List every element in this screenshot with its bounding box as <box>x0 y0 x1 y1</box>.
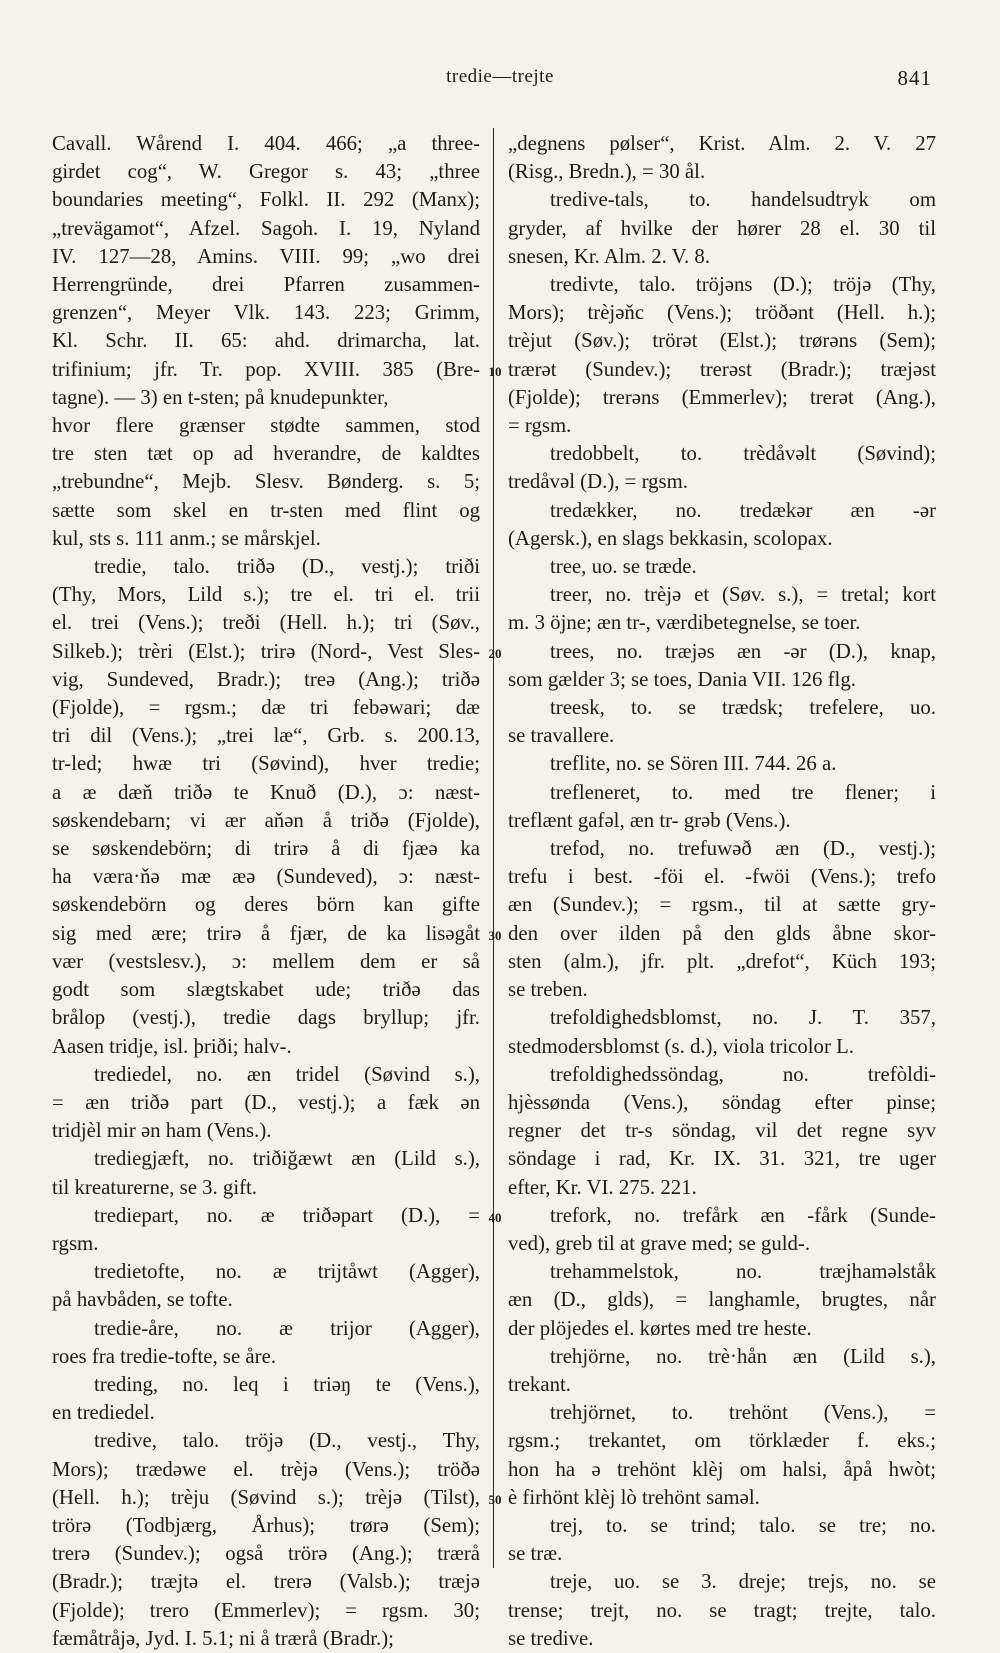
text-line: tredive-tals, to. handelsudtryk om <box>550 188 936 212</box>
margin-line-number: 30 <box>488 928 502 943</box>
text-line: se søskendebörn; di trirə å di fjæə ka <box>52 837 480 861</box>
text-line: Aasen tridje, isl. þriði; halv-. <box>52 1034 292 1058</box>
text-line: trense; trejt, no. se tragt; trejte, talo. <box>508 1598 936 1622</box>
text-line: = rgsm. <box>508 414 572 438</box>
text-line: vær (vestslesv.), ɔ: mellem dem er så <box>52 949 480 973</box>
text-line: på havbåden, se tofte. <box>52 1288 233 1312</box>
text-line: (Agersk.), en slags bekkasin, scolopax. <box>508 526 833 550</box>
text-line: stedmodersblomst (s. d.), viola tricolor L. <box>508 1034 854 1058</box>
text-line: è firhönt klèj lò trehönt saməl. <box>508 1485 760 1509</box>
text-line: IV. 127—28, Amins. VIII. 99; „wo drei <box>52 244 480 268</box>
text-line: (Hell. h.); trèju (Søvind s.); trèjə (Tilst), <box>52 1485 480 1509</box>
text-line: trèjut (Søv.); trörət (Elst.); trørəns (Sem); <box>508 329 936 353</box>
text-line: rgsm. <box>52 1231 99 1255</box>
text-line: tredåvəl (D.), = rgsm. <box>508 470 688 494</box>
text-line: tredobbelt, to. trèdåvəlt (Søvind); <box>550 442 936 466</box>
margin-line-number: 40 <box>488 1210 502 1225</box>
page-number: 841 <box>897 66 932 90</box>
text-line: trediepart, no. æ triðəpart (D.), = <box>94 1203 480 1227</box>
text-line: den over ilden på den glds åbne skor- <box>508 921 936 945</box>
text-line: (Bradr.); træjtə el. trerə (Valsb.); træjə <box>52 1570 480 1594</box>
text-line: søskendebörn og deres börn kan gifte <box>52 893 480 917</box>
text-line: gryder, af hvilke der hører 28 el. 30 til <box>508 216 936 240</box>
text-line: el. trei (Vens.); treði (Hell. h.); tri (Søv., <box>52 611 480 635</box>
text-line: (Fjolde), = rgsm.; dæ tri febəwari; dæ <box>52 696 480 720</box>
text-line: (Thy, Mors, Lild s.); tre el. tri el. trii <box>52 583 480 607</box>
text-line: Mors); trèjəňc (Vens.); tröðənt (Hell. h.); <box>508 301 936 325</box>
text-line: girdet cog“, W. Gregor s. 43; „three <box>52 160 480 184</box>
text-line: tree, uo. se træde. <box>550 555 697 579</box>
text-line: brålop (vestj.), tredie dags bryllup; jfr. <box>52 1006 480 1030</box>
text-line: a æ dæň triðə te Knuð (D.), ɔ: næst- <box>52 780 480 804</box>
text-line: trefoldighedsblomst, no. J. T. 357, <box>550 1006 936 1030</box>
text-line: trifinium; jfr. Tr. pop. XVIII. 385 (Bre- <box>52 357 480 381</box>
text-line: trörə (Todbjærg, Århus); trørə (Sem); <box>52 1513 480 1537</box>
text-line: treding, no. leq i triəŋ te (Vens.), <box>94 1372 480 1396</box>
text-line: søskendebarn; vi ær aňən å triðə (Fjolde), <box>52 808 480 832</box>
text-line: en trediedel. <box>52 1401 155 1425</box>
text-line: trej, to. se trind; talo. se tre; no. <box>550 1513 936 1537</box>
text-line: kul, sts s. 111 anm.; se mårskjel. <box>52 526 321 550</box>
text-line: trefleneret, to. med tre flener; i <box>550 780 936 804</box>
margin-line-number: 10 <box>488 364 502 379</box>
text-line: (Fjolde); trero (Emmerlev); = rgsm. 30; <box>52 1598 480 1622</box>
text-line: „degnens pølser“, Krist. Alm. 2. V. 27 <box>508 132 936 155</box>
text-line: sten (alm.), jfr. plt. „drefot“, Küch 193; <box>508 949 936 973</box>
text-line: = æn triðə part (D., vestj.); a fæk ən <box>52 1090 480 1114</box>
text-line: tredie-åre, no. æ trijor (Agger), <box>94 1316 480 1340</box>
text-line: tagne). — 3) en t-sten; på knudepunkter, <box>52 385 389 409</box>
text-line: Cavall. Wårend I. 404. 466; „a three- <box>52 132 480 155</box>
text-line: tr-led; hwæ tri (Søvind), hver tredie; <box>52 752 480 776</box>
running-head: tredie—trejte <box>446 66 554 87</box>
text-line: treje, uo. se 3. dreje; trejs, no. se <box>550 1570 936 1594</box>
right-column <box>508 130 936 1653</box>
text-line: hvor flere grænser stødte sammen, stod <box>52 414 480 438</box>
text-line: „trevägamot“, Afzel. Sagoh. I. 19, Nyland <box>52 216 480 240</box>
text-line: se tredive. <box>508 1626 594 1650</box>
text-line: trehjörnet, to. trehönt (Vens.), = <box>550 1401 936 1425</box>
text-line: treer, no. trèjə et (Søv. s.), = tretal; kort <box>550 583 936 607</box>
text-line: m. 3 öjne; æn tr-, værdibetegnelse, se toer. <box>508 611 861 635</box>
text-line: godt som slægtskabet ude; triðə das <box>52 978 480 1002</box>
text-line: til kreaturerne, se 3. gift. <box>52 1175 258 1199</box>
text-line: tredivte, talo. tröjəns (D.); tröjə (Thy, <box>550 273 936 297</box>
text-line: (Fjolde); trerəns (Emmerlev); trerət (Ang.), <box>508 385 936 409</box>
text-line: Mors); trædəwe el. trèjə (Vens.); tröðə <box>52 1457 480 1481</box>
text-line: hjèssønda (Vens.), söndag efter pinse; <box>508 1090 936 1114</box>
text-line: tridjèl mir ən ham (Vens.). <box>52 1119 272 1143</box>
text-line: tri dil (Vens.); „trei læ“, Grb. s. 200.13, <box>52 724 480 748</box>
text-line: „trebundne“, Mejb. Slesv. Bønderg. s. 5; <box>52 470 480 494</box>
text-line: som gælder 3; se toes, Dania VII. 126 flg. <box>508 667 856 691</box>
text-line: Kl. Schr. II. 65: ahd. drimarcha, lat. <box>52 329 480 353</box>
text-line: ved), greb til at grave med; se guld-. <box>508 1231 811 1255</box>
text-line: fæmåtråjə, Jyd. I. 5.1; ni å trærå (Bradr.); <box>52 1626 394 1650</box>
text-line: ha væra·ňə mæ æə (Sundeved), ɔ: næst- <box>52 865 480 889</box>
text-line: trefu i best. -föi el. -fwöi (Vens.); trefo <box>508 865 936 889</box>
text-line: sætte som skel en tr-sten med flint og <box>52 498 480 522</box>
text-line: trefod, no. trefuwəð æn (D., vestj.); <box>550 837 936 861</box>
text-line: söndage i rad, Kr. IX. 31. 321, tre uger <box>508 1147 936 1171</box>
text-line: Herrengründe, drei Pfarren zusammen- <box>52 273 480 297</box>
margin-line-number: 50 <box>488 1492 502 1507</box>
text-line: tredietofte, no. æ trijtåwt (Agger), <box>94 1260 480 1284</box>
text-line: trerə (Sundev.); også trörə (Ang.); trærå <box>52 1542 480 1566</box>
text-line: trees, no. træjəs æn -ər (D.), knap, <box>550 639 936 663</box>
text-line: trediegjæft, no. triðiğæwt æn (Lild s.), <box>94 1147 480 1171</box>
text-line: grenzen“, Meyer Vlk. 143. 223; Grimm, <box>52 301 480 325</box>
text-line: tredækker, no. tredækər æn -ər <box>550 498 936 522</box>
text-line: efter, Kr. VI. 275. 221. <box>508 1175 697 1199</box>
text-line: tredie, talo. triðə (D., vestj.); triði <box>94 555 480 579</box>
text-line: trehammelstok, no. træjhaməlståk <box>550 1260 936 1284</box>
text-line: boundaries meeting“, Folkl. II. 292 (Manx); <box>52 188 480 212</box>
text-line: treflænt gafəl, æn tr- grəb (Vens.). <box>508 808 791 832</box>
text-line: treesk, to. se trædsk; trefelere, uo. <box>550 696 936 720</box>
text-line: treflite, no. se Sören III. 744. 26 a. <box>550 752 837 776</box>
text-line: trediedel, no. æn tridel (Søvind s.), <box>94 1062 480 1086</box>
left-column <box>52 130 480 1653</box>
text-line: æn (D., glds), = langhamle, brugtes, når <box>508 1288 936 1312</box>
text-line: roes fra tredie-tofte, se åre. <box>52 1344 277 1368</box>
text-line: æn (Sundev.); = rgsm., til at sætte gry- <box>508 893 936 917</box>
text-line: snesen, Kr. Alm. 2. V. 8. <box>508 244 711 268</box>
text-line: se travallere. <box>508 724 615 748</box>
text-line: tre sten tæt op ad hverandre, de kaldtes <box>52 442 480 466</box>
text-line: vig, Sundeved, Bradr.); treə (Ang.); triðə <box>52 667 480 691</box>
text-line: trefoldighedssöndag, no. trefòldi- <box>550 1062 936 1086</box>
text-line: tredive, talo. tröjə (D., vestj., Thy, <box>94 1429 480 1453</box>
text-line: trærət (Sundev.); trerəst (Bradr.); træjəst <box>508 357 936 381</box>
text-line: hon ha ə trehönt klèj om halsi, åpå hwòt; <box>508 1457 936 1481</box>
text-line: trekant. <box>508 1372 571 1396</box>
text-line: regner det tr-s söndag, vil det regne syv <box>508 1119 936 1143</box>
text-line: der plöjedes el. kørtes med tre heste. <box>508 1316 812 1340</box>
text-line: trefork, no. trefårk æn -fårk (Sunde- <box>550 1203 936 1227</box>
text-line: trehjörne, no. trè·hån æn (Lild s.), <box>550 1344 936 1368</box>
text-line: (Risg., Bredn.), = 30 ål. <box>508 160 706 184</box>
text-line: rgsm.; trekantet, om törklæder f. eks.; <box>508 1429 936 1453</box>
text-line: se træ. <box>508 1542 563 1566</box>
margin-line-number: 20 <box>488 646 502 661</box>
text-line: sig med ære; trirə å fjær, de ka lisəgåt <box>52 921 480 945</box>
column-divider <box>493 128 494 1568</box>
text-line: Silkeb.); trèri (Elst.); trirə (Nord-, Vest Sles- <box>52 639 480 663</box>
text-line: se treben. <box>508 978 588 1002</box>
